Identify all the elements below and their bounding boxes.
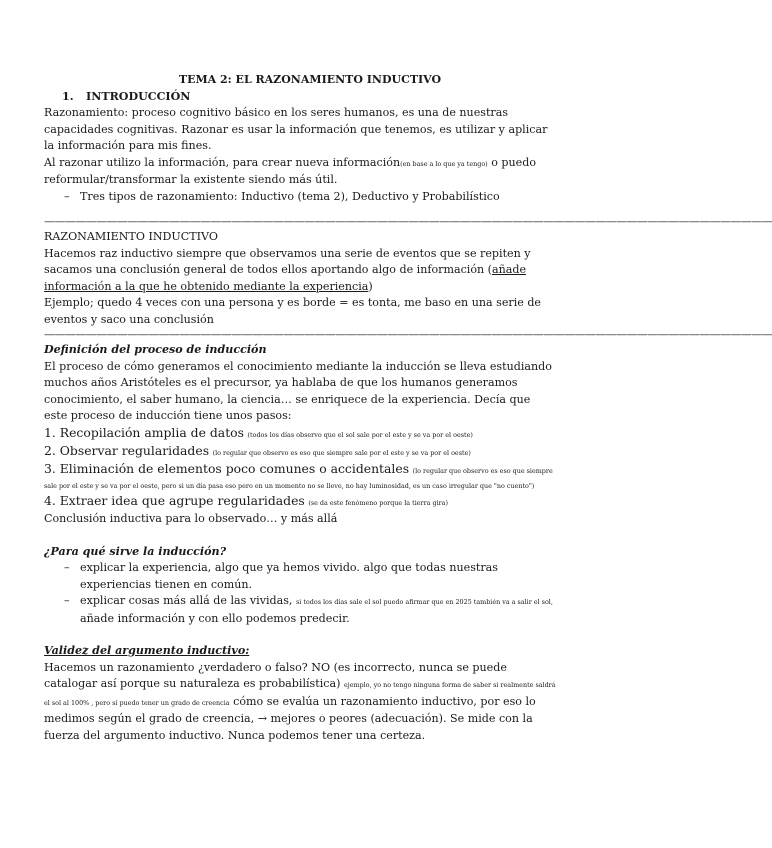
ri-heading: RAZONAMIENTO INDUCTIVO bbox=[44, 230, 218, 243]
page-title: TEMA 2: EL RAZONAMIENTO INDUCTIVO bbox=[178, 73, 442, 86]
step-main: 2. Observar regularidades bbox=[44, 443, 210, 458]
intro-p2-rest: o puedo reformular/transformar la existente siendo más útil. bbox=[44, 155, 537, 186]
para-bullet-2-note: si todos los días sale el sol puedo afirmar que en 2025 también va a salir el sol, bbox=[295, 598, 553, 606]
def-step-1 bbox=[44, 425, 556, 444]
def-step-2 bbox=[44, 443, 556, 462]
intro-paragraph-1: Razonamiento: proceso cognitivo básico en los seres humanos, es una de nuestras capacidades cognitivas. Razonar es usar la información que tenemos, es utilizar y aplicar la información para mis fines. bbox=[44, 106, 548, 152]
step-note: (todos los días observo que el sol sale por el este y se va por el oeste) bbox=[247, 430, 473, 439]
section-number: 1. bbox=[62, 89, 74, 103]
para-heading: ¿Para qué sirve la inducción? bbox=[44, 544, 227, 558]
step-note: (se da este fenómeno porque la tierra gira) bbox=[308, 498, 448, 507]
ri-paragraph-1 bbox=[44, 246, 556, 296]
step-note: (lo regular que observo es eso que siempre sale por el este y se va por el oeste, pero si un día pasa eso pero en un momento no se lleve, no hay luminosidad, es un caso irregular que "no cuento") bbox=[44, 466, 553, 490]
list-item: – explicar la experiencia, algo que ya hemos vivido. algo que todas nuestras experiencias tienen en común. bbox=[64, 561, 498, 591]
def-paragraph-1: El proceso de cómo generamos el conocimiento mediante la inducción se lleva estudiando muchos años Aristóteles es el precursor, ya hablaba de que los humanos generamos conocimiento, el saber humano, la ciencia… se enriquece de la experiencia. Decía que este proceso de inducción tiene unos pasos: bbox=[44, 359, 552, 422]
ri-paragraph-2: Ejemplo; quedo 4 veces con una persona y es borde = es tonta, me baso en una serie de eventos y saco una conclusión bbox=[44, 296, 541, 326]
separator-line: —————————————————————————————————————————————————————————————————————— bbox=[44, 328, 772, 341]
def-heading: Definición del proceso de inducción bbox=[44, 343, 267, 356]
ri-p1-close: ) bbox=[368, 279, 373, 293]
def-conclusion: Conclusión inductiva para lo observado… y más allá bbox=[44, 512, 338, 525]
val-p1-main: Hacemos un razonamiento ¿verdadero o falso? NO (es incorrecto, nunca se puede catalogar así porque su naturaleza es probabilística) bbox=[44, 660, 507, 690]
para-bullet-2-rest: añade información y con ello podemos predecir. bbox=[80, 611, 350, 625]
intro-p2-note: (en base a lo que ya tengo) bbox=[400, 159, 488, 168]
intro-bullet-text: Tres tipos de razonamiento: Inductivo (tema 2), Deductivo y Probabilístico bbox=[80, 189, 500, 203]
def-step-3 bbox=[44, 462, 556, 493]
step-note: (lo regular que observo es eso que siempre sale por el este y se va por el oeste) bbox=[212, 449, 471, 457]
para-bullet-2-main: explicar cosas más allá de las vividas, bbox=[80, 594, 293, 607]
document-page bbox=[44, 72, 772, 744]
list-item: – Tres tipos de razonamiento: Inductivo (tema 2), Deductivo y Probabilístico bbox=[64, 189, 500, 203]
list-item: – explicar cosas más allá de las vividas, si todos los días sale el sol puedo afirmar que en 2025 también va a salir el sol, añade información y con ello podemos predecir. bbox=[64, 594, 553, 625]
val-heading: Validez del argumento inductivo: bbox=[44, 644, 250, 657]
intro-paragraph-2 bbox=[44, 155, 556, 189]
section-heading-text: INTRODUCCIÓN bbox=[86, 89, 191, 103]
def-step-4 bbox=[44, 493, 556, 512]
step-main: 3. Eliminación de elementos poco comunes o accidentales bbox=[44, 460, 410, 476]
val-p1-rest: cómo se evalúa un razonamiento inductivo, por eso lo medimos según el grado de creencia, → mejores o peores (adecuación). Se mide con la fuerza del argumento inductivo. Nunca podemos tener una certeza. bbox=[44, 694, 536, 742]
step-main: 4. Extraer idea que agrupe regularidades bbox=[44, 492, 305, 508]
section-heading-intro bbox=[44, 89, 556, 106]
separator-line: —————————————————————————————————————————————————————————————————————— bbox=[44, 215, 772, 228]
ri-p1-main: Hacemos raz inductivo siempre que observamos una serie de eventos que se repiten y sacamos una conclusión general de todos ellos aportando algo de información ( bbox=[44, 246, 531, 276]
para-bullet-1-text: explicar la experiencia, algo que ya hemos vivido. algo que todas nuestras experiencias tienen en común. bbox=[80, 561, 498, 591]
step-main: 1. Recopilación amplia de datos bbox=[44, 424, 244, 440]
val-p1-note: ejemplo, yo no tengo ninguna forma de saber si realmente saldrá el sol al 100% , pero sí puedo tener un grado de creencia bbox=[44, 681, 556, 707]
intro-p2-main: Al razonar utilizo la información, para crear nueva información bbox=[44, 155, 401, 169]
ri-p1-underlined: añade información a la que he obtenido mediante la experiencia bbox=[44, 263, 527, 293]
val-paragraph-1 bbox=[44, 660, 556, 745]
